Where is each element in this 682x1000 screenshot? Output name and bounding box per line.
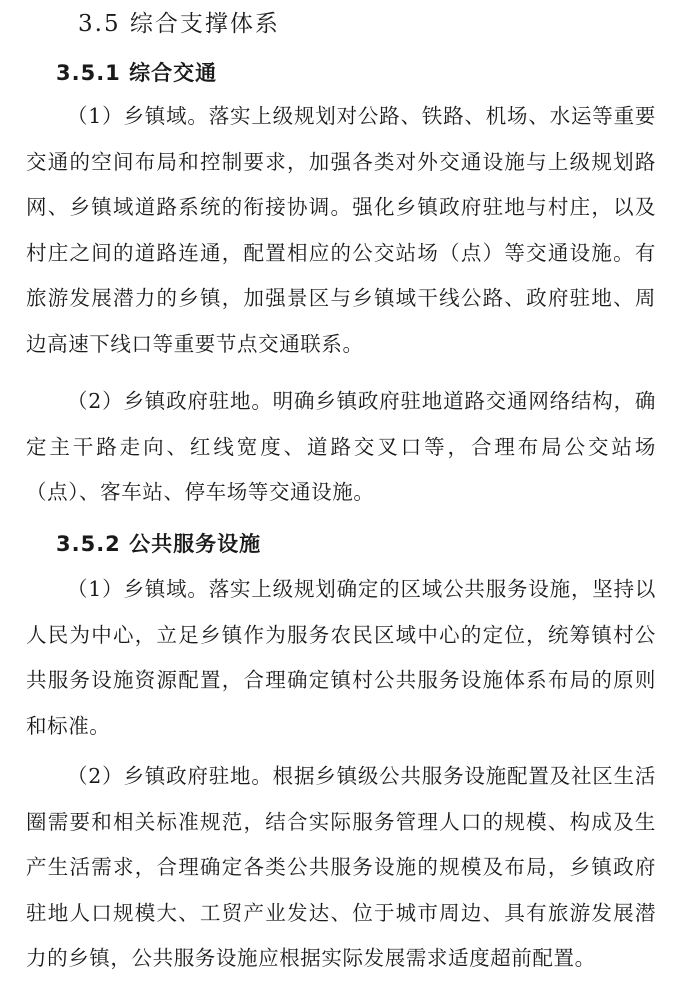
paragraph-services-township: （1）乡镇域。落实上级规划确定的区域公共服务设施，坚持以人民为中心，立足乡镇作为服务农民区域中心的定位，统筹镇村公共服务设施资源配置，合理确定镇村公共服务设施体系布局的原则和标准。 xyxy=(26,577,656,738)
paragraph-transport-township: （1）乡镇域。落实上级规划对公路、铁路、机场、水运等重要交通的空间布局和控制要求，加强各类对外交通设施与上级规划路网、乡镇域道路系统的衔接协调。强化乡镇政府驻地与村庄，以及村庄之间的道路连通，配置相应的公交站场（点）等交通设施。有旅游发展潜力的乡镇，加强景区与乡镇域干线公路、政府驻地、周边高速下线口等重要节点交通联系。 xyxy=(26,104,656,356)
paragraph-transport-seat: （2）乡镇政府驻地。明确乡镇政府驻地道路交通网络结构，确定主干路走向、红线宽度、道路交叉口等，合理布局公交站场（点）、客车站、停车场等交通设施。 xyxy=(26,389,656,504)
subsection-heading-public-services: 3.5.2 公共服务设施 xyxy=(56,532,262,556)
subsection-heading-transport: 3.5.1 综合交通 xyxy=(56,61,218,85)
paragraph-services-seat: （2）乡镇政府驻地。根据乡镇级公共服务设施配置及社区生活圈需要和相关标准规范，结合实际服务管理人口的规模、构成及生产生活需求，合理确定各类公共服务设施的规模及布局，乡镇政府驻地人口规模大、工贸产业发达、位于城市周边、具有旅游发展潜力的乡镇，公共服务设施应根据实际发展需求适度超前配置。 xyxy=(26,764,656,970)
section-heading: 3.5 综合支撑体系 xyxy=(78,11,280,37)
